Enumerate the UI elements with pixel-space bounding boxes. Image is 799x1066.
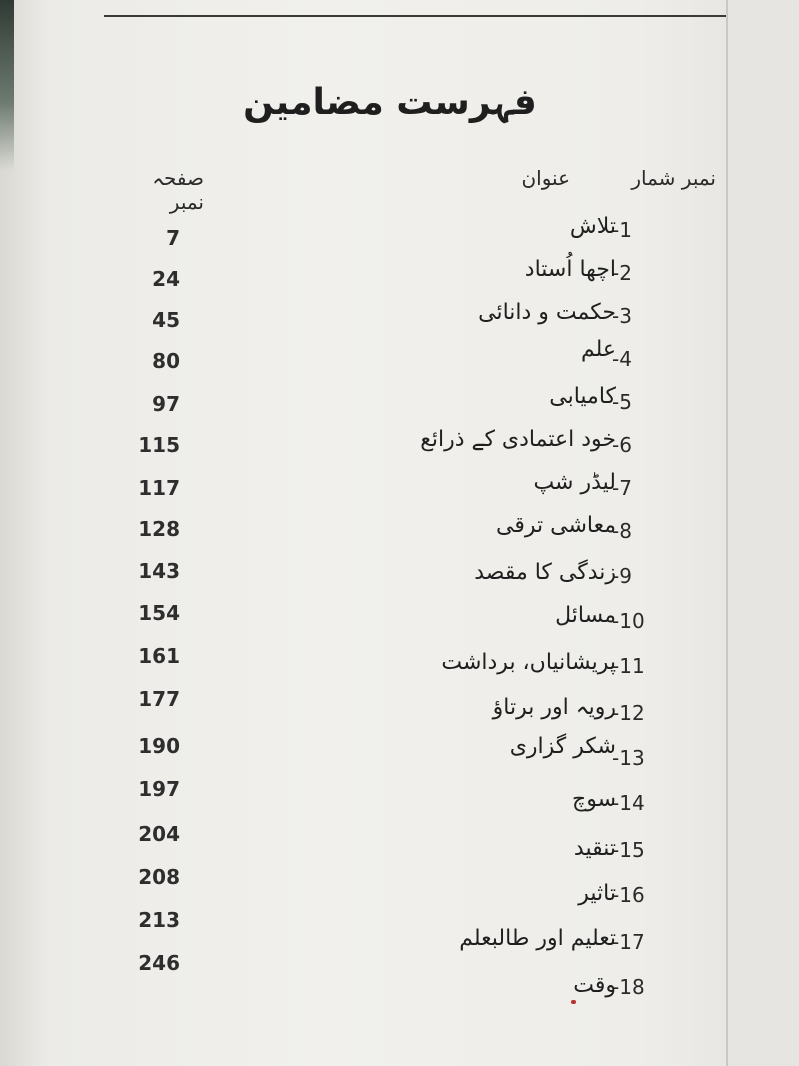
serial-number: -1	[612, 218, 632, 242]
serial-number: -16	[612, 883, 645, 907]
chapter-title: تاثیر	[578, 881, 616, 906]
page-number: 143	[138, 559, 180, 583]
chapter-title: پریشانیاں، برداشت	[441, 650, 616, 675]
toc-row	[0, 300, 726, 340]
chapter-title: کامیابی	[549, 384, 616, 409]
page-number: 97	[152, 392, 180, 416]
serial-number: -13	[612, 746, 645, 770]
toc-row	[0, 730, 726, 770]
serial-number: -7	[612, 476, 632, 500]
chapter-title: لیڈر شپ	[533, 470, 616, 495]
serial-number: -15	[612, 838, 645, 862]
toc-row	[0, 687, 726, 727]
page-number: 7	[166, 226, 180, 250]
serial-number: -4	[612, 347, 632, 371]
serial-number: -5	[612, 390, 632, 414]
toc-row	[0, 773, 726, 813]
page-number: 117	[138, 476, 180, 500]
chapter-title: خود اعتمادی کے ذرائع	[420, 427, 616, 452]
serial-number-header: نمبر شمار	[631, 166, 716, 190]
toc-row	[0, 337, 726, 383]
chapter-title: تلاش	[569, 214, 616, 239]
chapter-title: مسائل	[555, 603, 616, 628]
toc-row	[0, 644, 726, 684]
page-number: 80	[152, 349, 180, 373]
serial-number: -6	[612, 433, 632, 457]
page-number: 190	[138, 734, 180, 758]
top-rule-line	[104, 15, 726, 17]
page-number: 213	[138, 908, 180, 932]
serial-number: -12	[612, 701, 645, 725]
chapter-title: علم	[580, 337, 616, 362]
toc-row	[0, 515, 726, 555]
chapter-title: زندگی کا مقصد	[474, 560, 616, 585]
page-number: 128	[138, 517, 180, 541]
page-number: 204	[138, 822, 180, 846]
toc-row	[0, 945, 726, 999]
toc-row	[0, 472, 726, 512]
title-header: عنوان	[521, 166, 570, 190]
chapter-title: رویہ اور برتاؤ	[492, 695, 616, 720]
toc-row	[0, 601, 726, 641]
chapter-title: سوچ	[572, 787, 616, 812]
page-number: 161	[138, 644, 180, 668]
ink-mark	[571, 1000, 576, 1004]
serial-number: -14	[612, 791, 645, 815]
page-number: 197	[138, 777, 180, 801]
chapter-title: تعلیم اور طالبعلم	[459, 926, 616, 951]
toc-row	[0, 257, 726, 297]
page-number: 246	[138, 951, 180, 975]
serial-number: -2	[612, 261, 632, 285]
chapter-title: معاشی ترقی	[496, 513, 616, 538]
page-number: 177	[138, 687, 180, 711]
toc-row	[0, 558, 726, 598]
chapter-title: شکر گزاری	[509, 734, 616, 759]
page-number: 208	[138, 865, 180, 889]
chapter-title: تنقید	[573, 836, 616, 861]
serial-number: -10	[612, 609, 645, 633]
serial-number: -11	[612, 654, 645, 678]
toc-row	[0, 386, 726, 426]
page-number: 45	[152, 308, 180, 332]
adjacent-page	[728, 0, 799, 1066]
serial-number: -3	[612, 304, 632, 328]
chapter-title: حکمت و دانائی	[478, 300, 616, 325]
toc-row	[0, 429, 726, 469]
page-number: 24	[152, 267, 180, 291]
binding-shadow	[0, 0, 14, 170]
page-number: 154	[138, 601, 180, 625]
toc-row	[0, 214, 726, 254]
serial-number: -18	[612, 975, 645, 999]
page-number-header: صفحہ نمبر	[152, 166, 204, 214]
chapter-title: اچھا اُستاد	[524, 257, 616, 282]
page-number: 115	[138, 433, 180, 457]
toc-row	[0, 902, 726, 954]
toc-row	[0, 859, 726, 907]
serial-number: -17	[612, 930, 645, 954]
serial-number: -9	[612, 564, 632, 588]
chapter-title: وقت	[573, 973, 616, 998]
page-title: فہرست مضامین	[243, 82, 537, 123]
toc-row	[0, 816, 726, 862]
serial-number: -8	[612, 519, 632, 543]
